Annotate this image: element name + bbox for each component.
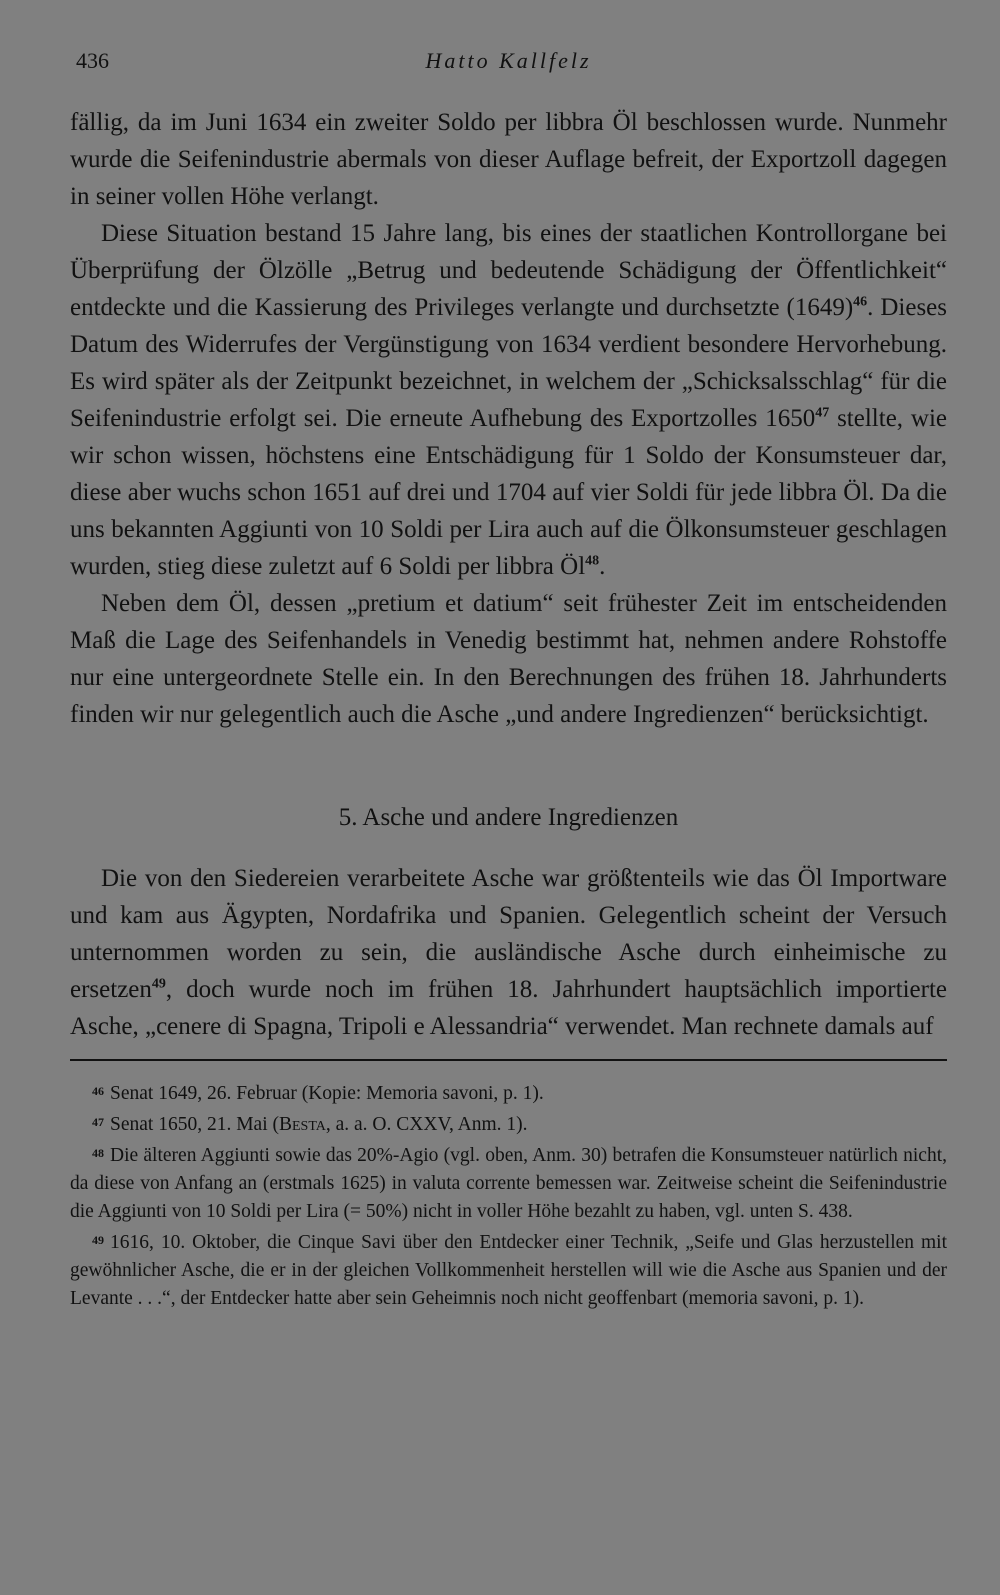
main-text [70,104,947,1045]
page-header [70,48,947,76]
footnote-text: Die älteren Aggiunti sowie das 20%-Agio (vgl. oben, Anm. 30) betrafen die Konsumsteuer natürlich nicht, da diese von Anfang an (erstmals 1625) in valuta corrente bemessen war. Zeitweise scheint die Seifenindustrie die Aggiunti von 10 Soldi per Lira (= 50%) nicht in voller Höhe bezahlt zu haben, vgl. unten S. 438. [70,1145,947,1222]
paragraph-privilege [70,215,947,585]
footnote-number: 47 [92,1115,104,1129]
paragraph-text: . Dieses Datum des Widerrufes der Vergünstigung von 1634 verdient besondere Hervorhebung. Es wird später als der Zeitpunkt bezeichnet, in welchem der „Schicksalsschlag“ für die Seifenindustrie erfolgt sei. Die erneute Aufhebung des Exportzolles 1650 [70,294,948,432]
footnote-number: 48 [92,1146,104,1160]
footnote-46 [70,1077,947,1108]
footnote-48 [70,1139,947,1226]
section-heading: 5. Asche und andere Ingredienzen [338,804,679,831]
footnote-number: 46 [92,1084,104,1098]
footnote-ref-49: 49 [151,976,166,992]
footnote-49 [70,1226,947,1313]
footnote-ref-46: 46 [853,294,868,310]
paragraph-continuation [70,104,947,215]
footnote-ref-47: 47 [815,405,830,421]
footnote-number: 49 [92,1233,104,1247]
paragraph-text: stellte, wie wir schon wissen, höchstens eine Entschädigung für 1 Soldo der Konsumsteuer dar, diese aber wuchs schon 1651 auf drei und 1704 auf vier Soldi für jede libbra Öl. Da die uns bekannten Aggiunti von 10 Soldi per Lira auch auf die Ölkonsumsteuer geschlagen wurden, stieg diese zuletzt auf 6 Soldi per libbra Öl [70,405,947,580]
footnote-text: Senat 1650, 21. Mai ( [110,1114,279,1135]
paragraph-text: Die von den Siedereien verarbeitete Asche war größtenteils wie das Öl Importware und kam aus Ägypten, Nordafrika und Spanien. Gelegentlich scheint der Versuch unternommen worden zu sein, die ausländische Asche durch einheimische zu ersetzen [70,865,947,1003]
paragraph-text: , doch wurde noch im frühen 18. Jahrhundert hauptsächlich importierte Asche, „cenere di Spagna, Tripoli e Alessandria“ verwendet. Man rechnete damals auf [70,976,947,1040]
footnote-divider [70,1059,947,1061]
book-page [70,48,947,1313]
paragraph-text: . [599,553,606,580]
footnote-47 [70,1108,947,1139]
footnote-text: 1616, 10. Oktober, die Cinque Savi über den Entdecker einer Technik, „Seife und Glas herzustellen mit gewöhnlicher Asche, die er in der gleichen Vollkommenheit herstellen will wie die Asche aus Spanien und der Levante . . .“, der Entdecker hatte aber sein Geheimnis noch nicht geoffenbart (memoria savoni, p. 1). [70,1232,947,1309]
paragraph-ash [70,860,947,1045]
paragraph-text: Neben dem Öl, dessen „pretium et datium“ seit frühester Zeit im entscheidenden Maß die Lage des Seifenhandels in Venedig bestimmt hat, nehmen andere Rohstoffe nur eine untergeordnete Stelle ein. In den Berechnungen des frühen 18. Jahrhunderts finden wir nur gelegentlich auch die Asche „und andere Ingredienzen“ berücksichtigt. [70,590,947,728]
footnotes [70,1077,947,1313]
footnote-text: , a. a. O. CXXV, Anm. 1). [325,1114,528,1135]
paragraph-text: Diese Situation bestand 15 Jahre lang, bis eines der staatlichen Kontrollorgane bei Überprüfung der Ölzölle „Betrug und bedeutende Schädigung der Öffentlichkeit“ entdeckte und die Kassierung des Privileges verlangte und durchsetzte (1649) [70,220,947,321]
paragraph-text: fällig, da im Juni 1634 ein zweiter Soldo per libbra Öl beschlossen wurde. Nunmehr wurde die Seifenindustrie abermals von dieser Auflage befreit, der Exportzoll dagegen in seiner vollen Höhe verlangt. [70,109,947,210]
footnote-author: Besta [278,1114,326,1135]
footnote-ref-48: 48 [585,553,600,569]
paragraph-raw-materials [70,585,947,733]
footnote-text: Senat 1649, 26. Februar (Kopie: Memoria savoni, p. 1). [110,1083,544,1104]
page-number: 436 [76,48,109,73]
running-head: Hatto Kallfelz [425,48,592,73]
